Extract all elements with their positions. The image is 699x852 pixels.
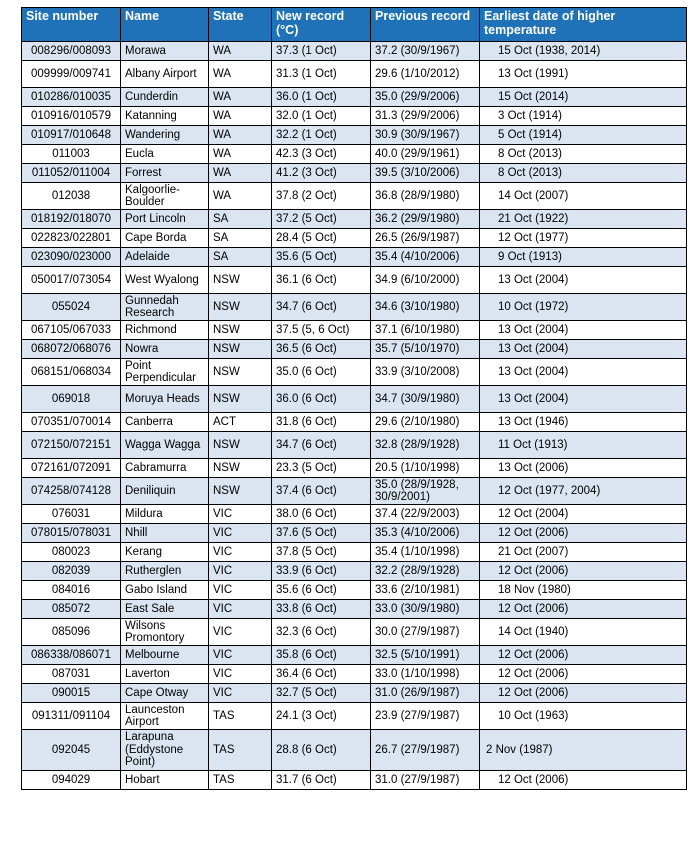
table-row xyxy=(22,248,687,267)
cell-name: Deniliquin xyxy=(121,478,209,505)
cell-name: East Sale xyxy=(121,600,209,619)
cell-site-number: 070351/070014 xyxy=(22,413,121,432)
cell-name: Moruya Heads xyxy=(121,386,209,413)
cell-site-number: 018192/018070 xyxy=(22,210,121,229)
table-row xyxy=(22,210,687,229)
cell-name: Albany Airport xyxy=(121,61,209,88)
cell-previous-record: 33.6 (2/10/1981) xyxy=(371,581,480,600)
table-row xyxy=(22,646,687,665)
cell-name: West Wyalong xyxy=(121,267,209,294)
cell-name: Cape Otway xyxy=(121,684,209,703)
cell-new-record: 35.6 (5 Oct) xyxy=(272,248,371,267)
cell-site-number: 022823/022801 xyxy=(22,229,121,248)
cell-site-number: 084016 xyxy=(22,581,121,600)
cell-previous-record: 31.0 (26/9/1987) xyxy=(371,684,480,703)
table-row xyxy=(22,619,687,646)
cell-site-number: 008296/008093 xyxy=(22,42,121,61)
cell-name: Laverton xyxy=(121,665,209,684)
cell-new-record: 24.1 (3 Oct) xyxy=(272,703,371,730)
cell-state: VIC xyxy=(209,543,272,562)
cell-name: Canberra xyxy=(121,413,209,432)
header-site-number: Site number xyxy=(22,8,121,42)
cell-new-record: 31.8 (6 Oct) xyxy=(272,413,371,432)
cell-name: Eucla xyxy=(121,145,209,164)
cell-state: VIC xyxy=(209,665,272,684)
cell-state: ACT xyxy=(209,413,272,432)
cell-previous-record: 33.0 (1/10/1998) xyxy=(371,665,480,684)
cell-site-number: 012038 xyxy=(22,183,121,210)
cell-earliest-date: 12 Oct (1977) xyxy=(480,229,687,248)
cell-earliest-date: 13 Oct (2004) xyxy=(480,267,687,294)
cell-state: WA xyxy=(209,145,272,164)
cell-earliest-date: 12 Oct (2006) xyxy=(480,646,687,665)
cell-new-record: 37.2 (5 Oct) xyxy=(272,210,371,229)
cell-previous-record: 30.9 (30/9/1967) xyxy=(371,126,480,145)
cell-earliest-date: 12 Oct (2006) xyxy=(480,562,687,581)
cell-name: Mildura xyxy=(121,505,209,524)
cell-earliest-date: 9 Oct (1913) xyxy=(480,248,687,267)
cell-previous-record: 33.9 (3/10/2008) xyxy=(371,359,480,386)
cell-site-number: 069018 xyxy=(22,386,121,413)
temperature-records-table xyxy=(21,7,687,790)
cell-site-number: 011052/011004 xyxy=(22,164,121,183)
cell-state: VIC xyxy=(209,581,272,600)
cell-previous-record: 29.6 (2/10/1980) xyxy=(371,413,480,432)
cell-previous-record: 32.2 (28/9/1928) xyxy=(371,562,480,581)
cell-site-number: 094029 xyxy=(22,771,121,790)
cell-state: VIC xyxy=(209,562,272,581)
cell-name: Cabramurra xyxy=(121,459,209,478)
cell-previous-record: 39.5 (3/10/2006) xyxy=(371,164,480,183)
cell-earliest-date: 12 Oct (2006) xyxy=(480,600,687,619)
cell-previous-record: 31.0 (27/9/1987) xyxy=(371,771,480,790)
cell-earliest-date: 8 Oct (2013) xyxy=(480,145,687,164)
cell-previous-record: 35.4 (4/10/2006) xyxy=(371,248,480,267)
table-row xyxy=(22,543,687,562)
table-row xyxy=(22,145,687,164)
cell-earliest-date: 2 Nov (1987) xyxy=(480,730,687,771)
cell-name: Port Lincoln xyxy=(121,210,209,229)
cell-site-number: 009999/009741 xyxy=(22,61,121,88)
cell-previous-record: 34.9 (6/10/2000) xyxy=(371,267,480,294)
cell-name: Adelaide xyxy=(121,248,209,267)
table-row xyxy=(22,562,687,581)
cell-name: Launceston Airport xyxy=(121,703,209,730)
cell-new-record: 32.0 (1 Oct) xyxy=(272,107,371,126)
cell-earliest-date: 12 Oct (1977, 2004) xyxy=(480,478,687,505)
cell-new-record: 42.3 (3 Oct) xyxy=(272,145,371,164)
cell-previous-record: 26.5 (26/9/1987) xyxy=(371,229,480,248)
cell-site-number: 076031 xyxy=(22,505,121,524)
cell-state: TAS xyxy=(209,703,272,730)
cell-earliest-date: 15 Oct (1938, 2014) xyxy=(480,42,687,61)
table-row xyxy=(22,413,687,432)
table-row xyxy=(22,164,687,183)
cell-site-number: 082039 xyxy=(22,562,121,581)
cell-new-record: 23.3 (5 Oct) xyxy=(272,459,371,478)
cell-site-number: 023090/023000 xyxy=(22,248,121,267)
cell-site-number: 086338/086071 xyxy=(22,646,121,665)
header-previous-record: Previous record xyxy=(371,8,480,42)
cell-site-number: 011003 xyxy=(22,145,121,164)
cell-earliest-date: 12 Oct (2006) xyxy=(480,665,687,684)
cell-earliest-date: 21 Oct (2007) xyxy=(480,543,687,562)
cell-new-record: 37.3 (1 Oct) xyxy=(272,42,371,61)
table-row xyxy=(22,684,687,703)
cell-new-record: 37.6 (5 Oct) xyxy=(272,524,371,543)
cell-new-record: 31.3 (1 Oct) xyxy=(272,61,371,88)
cell-earliest-date: 11 Oct (1913) xyxy=(480,432,687,459)
cell-new-record: 33.8 (6 Oct) xyxy=(272,600,371,619)
cell-name: Kerang xyxy=(121,543,209,562)
table-row xyxy=(22,600,687,619)
cell-site-number: 067105/067033 xyxy=(22,321,121,340)
cell-state: NSW xyxy=(209,359,272,386)
cell-name: Richmond xyxy=(121,321,209,340)
cell-name: Cunderdin xyxy=(121,88,209,107)
cell-new-record: 28.4 (5 Oct) xyxy=(272,229,371,248)
table-row xyxy=(22,703,687,730)
cell-earliest-date: 14 Oct (1940) xyxy=(480,619,687,646)
cell-state: WA xyxy=(209,61,272,88)
cell-previous-record: 35.4 (1/10/1998) xyxy=(371,543,480,562)
cell-earliest-date: 13 Oct (1991) xyxy=(480,61,687,88)
table-row xyxy=(22,321,687,340)
cell-previous-record: 20.5 (1/10/1998) xyxy=(371,459,480,478)
cell-name: Hobart xyxy=(121,771,209,790)
header-earliest-date: Earliest date of higher temperature xyxy=(480,8,687,42)
cell-name: Kalgoorlie-Boulder xyxy=(121,183,209,210)
cell-earliest-date: 12 Oct (2004) xyxy=(480,505,687,524)
cell-previous-record: 23.9 (27/9/1987) xyxy=(371,703,480,730)
cell-earliest-date: 13 Oct (2004) xyxy=(480,359,687,386)
table-body xyxy=(22,42,687,790)
cell-new-record: 32.2 (1 Oct) xyxy=(272,126,371,145)
cell-previous-record: 26.7 (27/9/1987) xyxy=(371,730,480,771)
header-row xyxy=(22,8,687,42)
cell-earliest-date: 13 Oct (2004) xyxy=(480,386,687,413)
cell-state: WA xyxy=(209,183,272,210)
cell-state: SA xyxy=(209,229,272,248)
table-row xyxy=(22,505,687,524)
cell-new-record: 34.7 (6 Oct) xyxy=(272,432,371,459)
cell-site-number: 090015 xyxy=(22,684,121,703)
cell-earliest-date: 13 Oct (2006) xyxy=(480,459,687,478)
cell-earliest-date: 13 Oct (1946) xyxy=(480,413,687,432)
table-row xyxy=(22,88,687,107)
table-row xyxy=(22,359,687,386)
cell-previous-record: 37.1 (6/10/1980) xyxy=(371,321,480,340)
cell-new-record: 32.3 (6 Oct) xyxy=(272,619,371,646)
cell-state: NSW xyxy=(209,386,272,413)
cell-site-number: 092045 xyxy=(22,730,121,771)
cell-name: Nowra xyxy=(121,340,209,359)
cell-state: VIC xyxy=(209,600,272,619)
table-row xyxy=(22,229,687,248)
cell-previous-record: 40.0 (29/9/1961) xyxy=(371,145,480,164)
cell-name: Melbourne xyxy=(121,646,209,665)
cell-name: Point Perpendicular xyxy=(121,359,209,386)
table-row xyxy=(22,42,687,61)
cell-earliest-date: 14 Oct (2007) xyxy=(480,183,687,210)
cell-state: TAS xyxy=(209,771,272,790)
table-row xyxy=(22,432,687,459)
cell-previous-record: 35.0 (28/9/1928, 30/9/2001) xyxy=(371,478,480,505)
cell-state: SA xyxy=(209,248,272,267)
cell-name: Wandering xyxy=(121,126,209,145)
cell-name: Cape Borda xyxy=(121,229,209,248)
cell-name: Gabo Island xyxy=(121,581,209,600)
cell-previous-record: 31.3 (29/9/2006) xyxy=(371,107,480,126)
cell-state: WA xyxy=(209,88,272,107)
cell-new-record: 31.7 (6 Oct) xyxy=(272,771,371,790)
table-row xyxy=(22,107,687,126)
cell-state: WA xyxy=(209,107,272,126)
header-state: State xyxy=(209,8,272,42)
cell-state: NSW xyxy=(209,267,272,294)
cell-name: Morawa xyxy=(121,42,209,61)
cell-state: TAS xyxy=(209,730,272,771)
cell-new-record: 36.0 (6 Oct) xyxy=(272,386,371,413)
cell-site-number: 055024 xyxy=(22,294,121,321)
cell-new-record: 34.7 (6 Oct) xyxy=(272,294,371,321)
cell-state: VIC xyxy=(209,684,272,703)
cell-site-number: 085072 xyxy=(22,600,121,619)
table-row xyxy=(22,730,687,771)
cell-previous-record: 33.0 (30/9/1980) xyxy=(371,600,480,619)
cell-state: WA xyxy=(209,42,272,61)
cell-new-record: 35.8 (6 Oct) xyxy=(272,646,371,665)
cell-previous-record: 36.2 (29/9/1980) xyxy=(371,210,480,229)
cell-earliest-date: 10 Oct (1972) xyxy=(480,294,687,321)
cell-previous-record: 29.6 (1/10/2012) xyxy=(371,61,480,88)
cell-earliest-date: 18 Nov (1980) xyxy=(480,581,687,600)
cell-new-record: 37.5 (5, 6 Oct) xyxy=(272,321,371,340)
cell-name: Wagga Wagga xyxy=(121,432,209,459)
cell-previous-record: 34.7 (30/9/1980) xyxy=(371,386,480,413)
table-row xyxy=(22,340,687,359)
cell-new-record: 36.1 (6 Oct) xyxy=(272,267,371,294)
cell-earliest-date: 15 Oct (2014) xyxy=(480,88,687,107)
cell-new-record: 36.0 (1 Oct) xyxy=(272,88,371,107)
cell-previous-record: 30.0 (27/9/1987) xyxy=(371,619,480,646)
cell-new-record: 35.6 (6 Oct) xyxy=(272,581,371,600)
cell-state: VIC xyxy=(209,524,272,543)
cell-name: Larapuna (Eddystone Point) xyxy=(121,730,209,771)
cell-previous-record: 36.8 (28/9/1980) xyxy=(371,183,480,210)
cell-new-record: 33.9 (6 Oct) xyxy=(272,562,371,581)
cell-new-record: 36.4 (6 Oct) xyxy=(272,665,371,684)
cell-state: NSW xyxy=(209,478,272,505)
cell-state: VIC xyxy=(209,505,272,524)
cell-new-record: 37.8 (2 Oct) xyxy=(272,183,371,210)
cell-site-number: 010917/010648 xyxy=(22,126,121,145)
cell-earliest-date: 3 Oct (1914) xyxy=(480,107,687,126)
cell-site-number: 072150/072151 xyxy=(22,432,121,459)
cell-name: Forrest xyxy=(121,164,209,183)
cell-name: Wilsons Promontory xyxy=(121,619,209,646)
cell-new-record: 36.5 (6 Oct) xyxy=(272,340,371,359)
cell-state: NSW xyxy=(209,321,272,340)
table-row xyxy=(22,459,687,478)
cell-site-number: 078015/078031 xyxy=(22,524,121,543)
table-row xyxy=(22,267,687,294)
cell-name: Nhill xyxy=(121,524,209,543)
cell-state: NSW xyxy=(209,459,272,478)
table-row xyxy=(22,386,687,413)
cell-previous-record: 35.0 (29/9/2006) xyxy=(371,88,480,107)
cell-previous-record: 37.2 (30/9/1967) xyxy=(371,42,480,61)
cell-site-number: 068072/068076 xyxy=(22,340,121,359)
cell-new-record: 37.4 (6 Oct) xyxy=(272,478,371,505)
cell-site-number: 050017/073054 xyxy=(22,267,121,294)
cell-site-number: 087031 xyxy=(22,665,121,684)
cell-earliest-date: 8 Oct (2013) xyxy=(480,164,687,183)
cell-earliest-date: 13 Oct (2004) xyxy=(480,321,687,340)
cell-earliest-date: 13 Oct (2004) xyxy=(480,340,687,359)
table-row xyxy=(22,61,687,88)
cell-state: WA xyxy=(209,126,272,145)
cell-earliest-date: 21 Oct (1922) xyxy=(480,210,687,229)
cell-earliest-date: 10 Oct (1963) xyxy=(480,703,687,730)
cell-name: Rutherglen xyxy=(121,562,209,581)
table-row xyxy=(22,524,687,543)
cell-previous-record: 37.4 (22/9/2003) xyxy=(371,505,480,524)
cell-new-record: 41.2 (3 Oct) xyxy=(272,164,371,183)
cell-state: NSW xyxy=(209,432,272,459)
cell-new-record: 37.8 (5 Oct) xyxy=(272,543,371,562)
cell-previous-record: 35.3 (4/10/2006) xyxy=(371,524,480,543)
table-row xyxy=(22,294,687,321)
cell-state: VIC xyxy=(209,646,272,665)
header-name: Name xyxy=(121,8,209,42)
cell-site-number: 072161/072091 xyxy=(22,459,121,478)
header-new-record: New record (°C) xyxy=(272,8,371,42)
cell-site-number: 085096 xyxy=(22,619,121,646)
cell-state: NSW xyxy=(209,340,272,359)
cell-previous-record: 35.7 (5/10/1970) xyxy=(371,340,480,359)
cell-site-number: 068151/068034 xyxy=(22,359,121,386)
table-row xyxy=(22,478,687,505)
cell-state: NSW xyxy=(209,294,272,321)
cell-previous-record: 32.5 (5/10/1991) xyxy=(371,646,480,665)
cell-name: Katanning xyxy=(121,107,209,126)
cell-earliest-date: 12 Oct (2006) xyxy=(480,771,687,790)
cell-earliest-date: 12 Oct (2006) xyxy=(480,684,687,703)
table-row xyxy=(22,665,687,684)
table-row xyxy=(22,126,687,145)
cell-new-record: 35.0 (6 Oct) xyxy=(272,359,371,386)
cell-earliest-date: 5 Oct (1914) xyxy=(480,126,687,145)
cell-site-number: 010286/010035 xyxy=(22,88,121,107)
cell-new-record: 28.8 (6 Oct) xyxy=(272,730,371,771)
cell-state: VIC xyxy=(209,619,272,646)
table-row xyxy=(22,771,687,790)
table-row xyxy=(22,183,687,210)
table-row xyxy=(22,581,687,600)
cell-previous-record: 34.6 (3/10/1980) xyxy=(371,294,480,321)
cell-earliest-date: 12 Oct (2006) xyxy=(480,524,687,543)
cell-site-number: 074258/074128 xyxy=(22,478,121,505)
cell-site-number: 010916/010579 xyxy=(22,107,121,126)
cell-new-record: 32.7 (5 Oct) xyxy=(272,684,371,703)
cell-new-record: 38.0 (6 Oct) xyxy=(272,505,371,524)
cell-state: SA xyxy=(209,210,272,229)
cell-site-number: 091311/091104 xyxy=(22,703,121,730)
cell-site-number: 080023 xyxy=(22,543,121,562)
cell-previous-record: 32.8 (28/9/1928) xyxy=(371,432,480,459)
cell-state: WA xyxy=(209,164,272,183)
cell-name: Gunnedah Research xyxy=(121,294,209,321)
